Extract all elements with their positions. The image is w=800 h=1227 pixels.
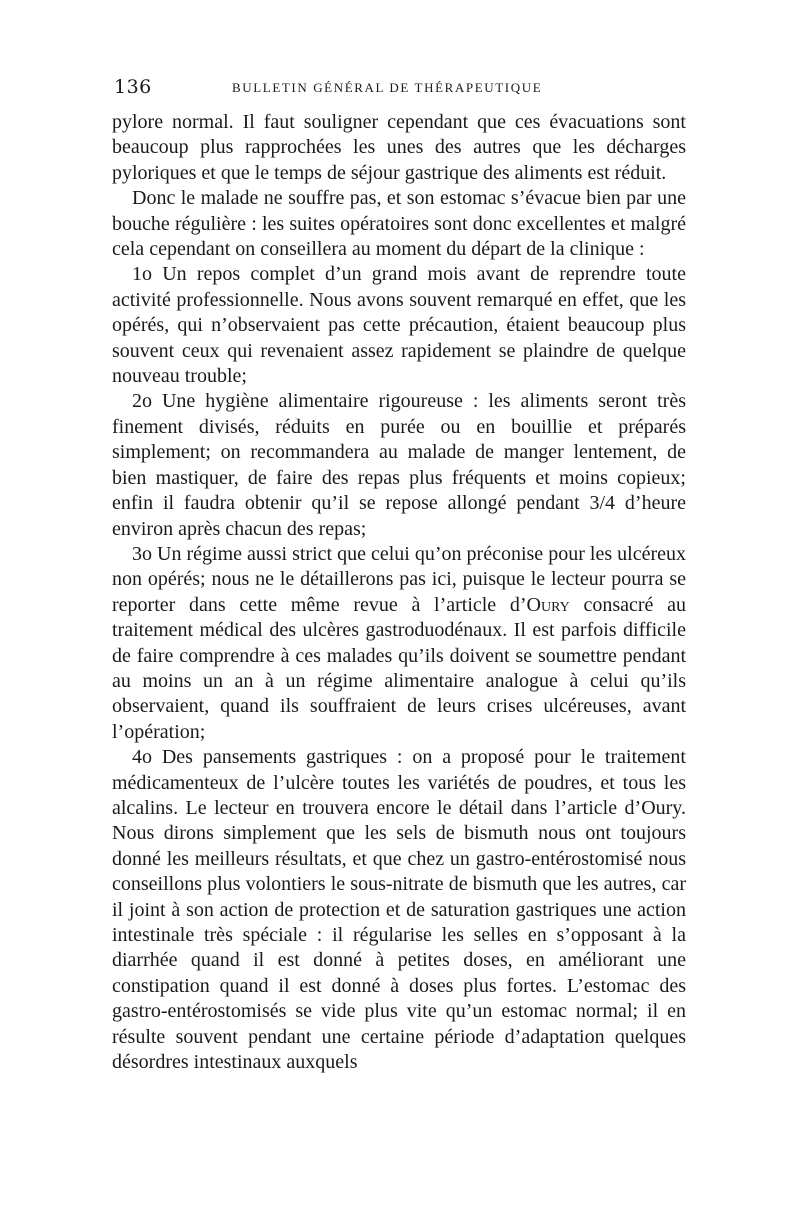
journal-title: BULLETIN GÉNÉRAL DE THÉRAPEUTIQUE [232, 80, 543, 95]
paragraph-item-3-part-1: 3o Un régime aussi strict que celui qu’on préconise pour les ulcéreux non opérés; nous ne le détaillerons pas ici, puisque le lecteur pourra se reporter dans cette même revue à l’article d’ [112, 542, 686, 616]
paragraph-item-3-part-2: consacré au traitement médical des ulcères gastroduodénaux. Il est parfois difficile de faire comprendre à ces malades qu’ils doivent se soumettre pendant au moins un an à un régime alimentaire analogue à celui qu’ils observaient, quand ils souffraient de leurs crises ulcéreuses, avant l’opération; [112, 593, 686, 743]
body-text [112, 110, 686, 1075]
page-number: 136 [114, 76, 152, 98]
paragraph-item-1: 1o Un repos complet d’un grand mois avant de reprendre toute activité professionnelle. Nous avons souvent remarqué en effet, que les opérés, qui n’observaient pas cette précaution, étaient beaucoup plus souvent ceux qui revenaient assez rapidement se plaindre de quelque nouveau trouble; [112, 263, 686, 388]
paragraph-item-2: 2o Une hygiène alimentaire rigoureuse : les aliments seront très finement divisés, réduits en purée ou en bouillie et préparés simplement; on recommandera au malade de manger lentement, de bien mastiquer, de faire des repas plus fréquents et moins copieux; enfin il faudra obtenir qu’il se repose allongé pendant 3/4 d’heure environ après chacun des repas; [112, 390, 686, 540]
author-name-oury: Oury [526, 593, 570, 616]
paragraph-donc: Donc le malade ne souffre pas, et son estomac s’évacue bien par une bouche régulière : les suites opératoires sont donc excellentes et malgré cela cependant on conseillera au moment du départ de la clinique : [112, 187, 686, 261]
paragraph-item-3 [112, 542, 686, 745]
document-page [112, 76, 686, 1075]
running-header [112, 76, 686, 104]
paragraph-item-4: 4o Des pansements gastriques : on a proposé pour le traitement médicamenteux de l’ulcère toutes les variétés de poudres, et tous les alcalins. Le lecteur en trouvera encore le détail dans l’article d’Oury. Nous dirons simplement que les sels de bismuth nous ont toujours donné les meilleurs résultats, et que chez un gastro-entérostomisé nous conseillons plus volontiers le sous-nitrate de bismuth que les autres, car il joint à son action de protection et de saturation gastriques une action intestinale très spéciale : il régularise les selles en s’opposant à la diarrhée quand il est donné à petites doses, en améliorant une constipation quand il est donné à doses plus fortes. L’estomac des gastro-entérostomisés se vide plus vite qu’un estomac normal; il en résulte souvent pendant une certaine période d’adaptation quelques désordres intestinaux auxquels [112, 746, 686, 1074]
paragraph-continuation: pylore normal. Il faut souligner cependant que ces évacuations sont beaucoup plus rapprochées les unes des autres que les décharges pyloriques et que le temps de séjour gastrique des aliments est réduit. [112, 111, 686, 184]
